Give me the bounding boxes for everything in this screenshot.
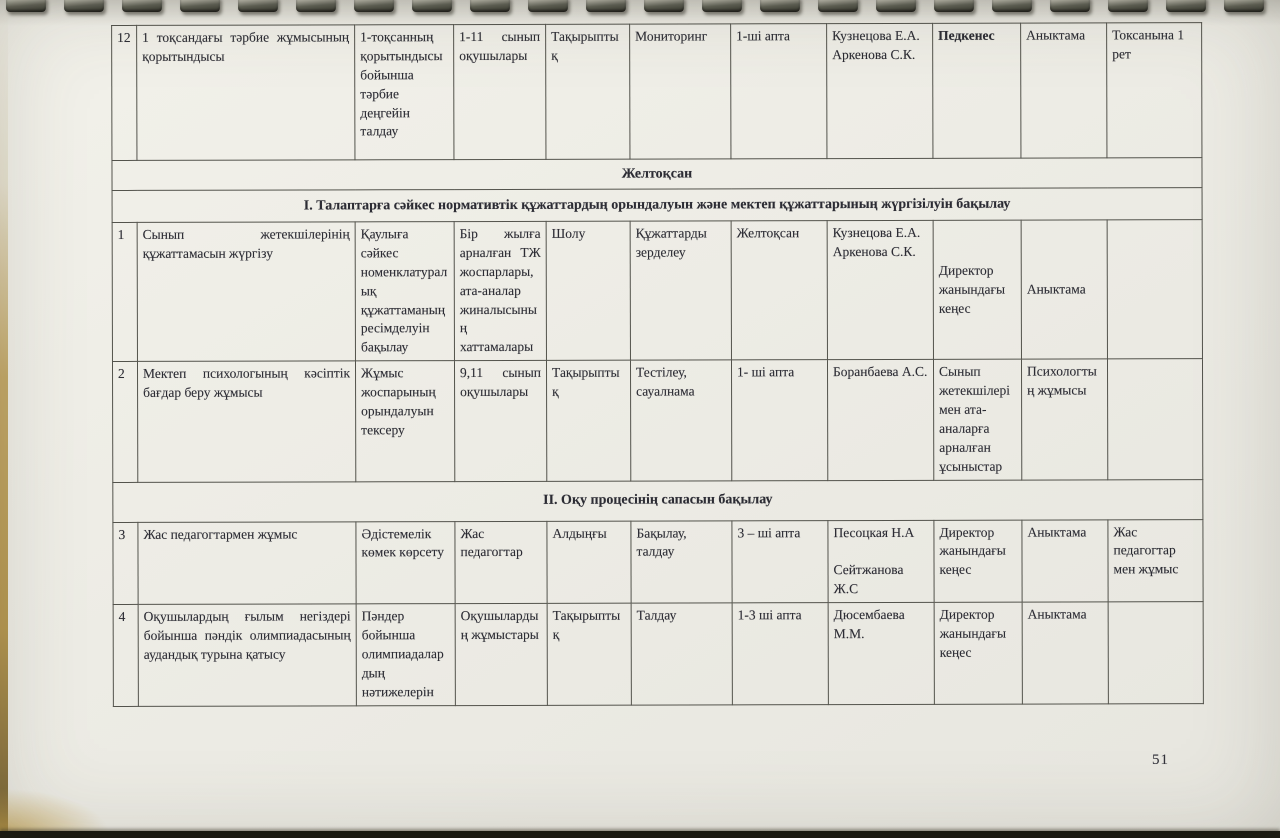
table-row: [113, 479, 1203, 522]
table-cell: Оқушылардың жұмыстары: [455, 604, 547, 706]
table-cell: Боранбаева А.С.: [827, 360, 933, 481]
desk-edge: [0, 831, 1280, 838]
table-cell: Педкенес: [933, 23, 1021, 158]
row-number-cell: 1: [112, 222, 137, 361]
table-cell: Мектеп психологының кәсіптік бағдар беру жұмысы: [137, 361, 355, 482]
table-cell: 1-3 ші апта: [732, 603, 828, 705]
binding-ring: [934, 0, 974, 12]
table-cell: Жас педагогтар: [455, 521, 547, 604]
section-header: І. Талаптарға сәйкес нормативтік құжаттардың орындалуын және мектеп құжаттарының жүргізілуін бақылау: [112, 188, 1202, 223]
table-cell: Тақырыптық: [546, 360, 630, 481]
section-header: ІІ. Оқу процесінің сапасын бақылау: [113, 479, 1203, 522]
table-cell: Оқушылардың ғылым негіздері бойынша пәндік олимпиадасының аудандық турына қатысу: [138, 604, 356, 706]
table-cell: Сынып жетекшілері мен ата-аналарға арналған ұсыныстар: [933, 359, 1021, 480]
table-cell: Токсанына 1 рет: [1107, 23, 1202, 158]
table-cell: Әдістемелік көмек көрсету: [356, 521, 455, 604]
binding-ring: [6, 0, 46, 12]
table-cell: Желтоқсан: [731, 221, 827, 360]
table-cell: Қаулыға сәйкес номенклатуралық құжаттаманың ресімделуін бақылау: [355, 222, 454, 361]
row-number-cell: 4: [113, 605, 138, 707]
table-cell: Жас педагогтар мен жұмыс: [1108, 519, 1203, 602]
binding-ring: [992, 0, 1032, 12]
table-cell: Аныктама: [1021, 220, 1107, 359]
table-cell: Құжаттарды зерделеу: [630, 221, 731, 360]
row-number-cell: 2: [112, 362, 137, 482]
binding-ring: [702, 0, 742, 12]
table-row: [112, 188, 1202, 223]
binding-ring: [122, 0, 162, 12]
table-row: [113, 519, 1203, 604]
binding-ring: [470, 0, 510, 12]
binding-ring: [64, 0, 104, 12]
table-cell: Психологтың жұмысы: [1021, 359, 1107, 480]
table-cell: 1-11 сынып оқушылары: [454, 24, 546, 159]
table-cell: 1- ші апта: [731, 360, 827, 481]
table-cell: Пәндер бойынша олимпиадалардың нәтижелерін: [356, 604, 455, 706]
table-cell: [1107, 359, 1202, 480]
binding-ring: [818, 0, 858, 12]
page-number: 51: [1152, 752, 1169, 768]
table-cell: Бақылау, талдау: [631, 520, 732, 603]
table-cell: Мониторинг: [630, 24, 731, 159]
table-cell: Песоцкая Н.А Сейтжанова Ж.С: [828, 520, 934, 603]
table-cell: [1107, 220, 1202, 359]
table-cell: Талдау: [631, 603, 732, 705]
binding-ring: [760, 0, 800, 12]
table-cell: 1 тоқсандағы тәрбие жұмысының қорытындысы: [137, 25, 355, 161]
table-cell: Дюсембаева М.М.: [828, 602, 934, 704]
desk-corner: [0, 788, 110, 834]
table-cell: 9,11 сынып оқушылары: [454, 361, 546, 482]
table-row: [112, 359, 1202, 482]
binding-ring: [1108, 0, 1148, 12]
table-cell: Директор жанындағы кеңес: [934, 602, 1022, 704]
table-cell: 1-ші апта: [731, 24, 827, 159]
binding-ring: [586, 0, 626, 12]
table-cell: Сынып жетекшілерінің құжаттамасын жүргізу: [137, 222, 355, 362]
binding-ring: [180, 0, 220, 12]
table-cell: Тақырыптық: [547, 603, 631, 705]
binding-ring: [1224, 0, 1264, 12]
table-cell: Аныктама: [1022, 519, 1108, 602]
binding-ring: [528, 0, 568, 12]
table-cell: Тақырыптық: [546, 24, 630, 159]
binding-ring: [412, 0, 452, 12]
table-row: [113, 602, 1203, 706]
table-cell: Жұмыс жоспарының орындалуын тексеру: [355, 361, 454, 482]
binding-ring: [354, 0, 394, 12]
table-row: [112, 23, 1202, 161]
table-cell: 3 – ші апта: [732, 520, 828, 603]
table-cell: Шолу: [546, 221, 630, 360]
row-number-cell: 12: [112, 25, 137, 160]
table-cell: 1-тоқсанның қорытындысы бойынша тәрбие деңгейін талдау: [355, 25, 454, 160]
table-cell: Директор жанындағы кеңес: [934, 520, 1022, 603]
binding-ring: [876, 0, 916, 12]
table-row: [112, 158, 1202, 191]
table-body: [112, 23, 1204, 706]
table-row: [112, 220, 1202, 362]
month-header: Желтоқсан: [112, 158, 1202, 191]
spiral-binding: [0, 0, 1280, 22]
work-plan-table: [111, 22, 1204, 706]
binding-ring: [1050, 0, 1090, 12]
table-cell: Аныктама: [1021, 23, 1107, 158]
table-cell: Аныктама: [1022, 602, 1108, 704]
table-cell: [1108, 602, 1203, 704]
page-left-edge: [0, 0, 8, 838]
table-cell: Жас педагогтармен жұмыс: [138, 521, 356, 604]
binding-ring: [644, 0, 684, 12]
table-cell: Директор жанындағы кеңес: [933, 220, 1021, 359]
binding-ring: [1166, 0, 1206, 12]
table-cell: Бір жылға арналған ТЖ жоспарлары, ата-аналар жиналысының хаттамалары: [454, 221, 546, 360]
table-cell: Кузнецова Е.А. Аркенова С.К.: [827, 23, 933, 158]
table-cell: Кузнецова Е.А. Аркенова С.К.: [827, 220, 933, 360]
row-number-cell: 3: [113, 522, 138, 605]
table-cell: Тестілеу, сауалнама: [630, 360, 731, 481]
table-cell: Алдыңғы: [547, 521, 631, 604]
binding-ring: [296, 0, 336, 12]
binding-ring: [238, 0, 278, 12]
